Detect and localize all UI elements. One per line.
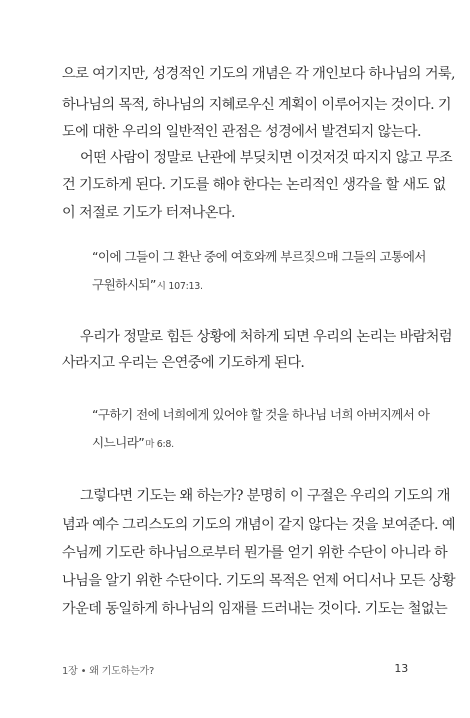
body-line: 수님께 기도란 하나님으로부터 뭔가를 얻기 위한 수단이 아니라 하 bbox=[62, 545, 448, 561]
page-number: 13 bbox=[394, 662, 408, 675]
body-line: 우리가 정말로 힘든 상황에 처하게 되면 우리의 논리는 바람처럼 bbox=[80, 329, 453, 345]
body-line: 그렇다면 기도는 왜 하는가? 분명히 이 구절은 우리의 기도의 개 bbox=[80, 488, 450, 504]
body-line: 나님을 알기 위한 수단이다. 기도의 목적은 언제 어디서나 모든 상황 bbox=[62, 573, 455, 589]
scripture-quote-line bbox=[92, 275, 203, 297]
quote-text: 시느니라” bbox=[92, 435, 145, 450]
running-footer-chapter: 1장 • 왜 기도하는가? bbox=[62, 666, 155, 677]
body-line: 도에 대한 우리의 일반적인 관점은 성경에서 발견되지 않는다. bbox=[62, 124, 421, 140]
scripture-quote-line bbox=[92, 433, 174, 455]
scripture-reference: 마 6:8. bbox=[145, 439, 174, 450]
scripture-quote-line: “구하기 전에 너희에게 있어야 할 것을 하나님 너희 아버지께서 아 bbox=[92, 407, 430, 422]
body-line: 건 기도하게 된다. 기도를 해야 한다는 논리적인 생각을 할 새도 없 bbox=[62, 177, 446, 193]
quote-text: 구원하시되” bbox=[92, 277, 156, 292]
scripture-quote-line: “이에 그들이 그 환난 중에 여호와께 부르짖으매 그들의 고통에서 bbox=[92, 249, 426, 264]
scripture-reference: 시 107:13. bbox=[156, 281, 203, 292]
body-line: 으로 여기지만, 성경적인 기도의 개념은 각 개인보다 하나님의 거룩, bbox=[62, 66, 455, 82]
body-line: 어떤 사람이 정말로 난관에 부딪치면 이것저것 따지지 않고 무조 bbox=[80, 150, 453, 166]
body-line: 하나님의 목적, 하나님의 지혜로우신 계획이 이루어지는 것이다. 기 bbox=[62, 97, 452, 113]
body-line: 가운데 동일하게 하나님의 임재를 드러내는 것이다. 기도는 철없는 bbox=[62, 601, 448, 617]
body-line: 사라지고 우리는 은연중에 기도하게 된다. bbox=[62, 355, 305, 371]
body-line: 념과 예수 그리스도의 기도의 개념이 같지 않다는 것을 보여준다. 예 bbox=[62, 517, 455, 533]
body-line: 이 저절로 기도가 터져나온다. bbox=[62, 205, 235, 221]
